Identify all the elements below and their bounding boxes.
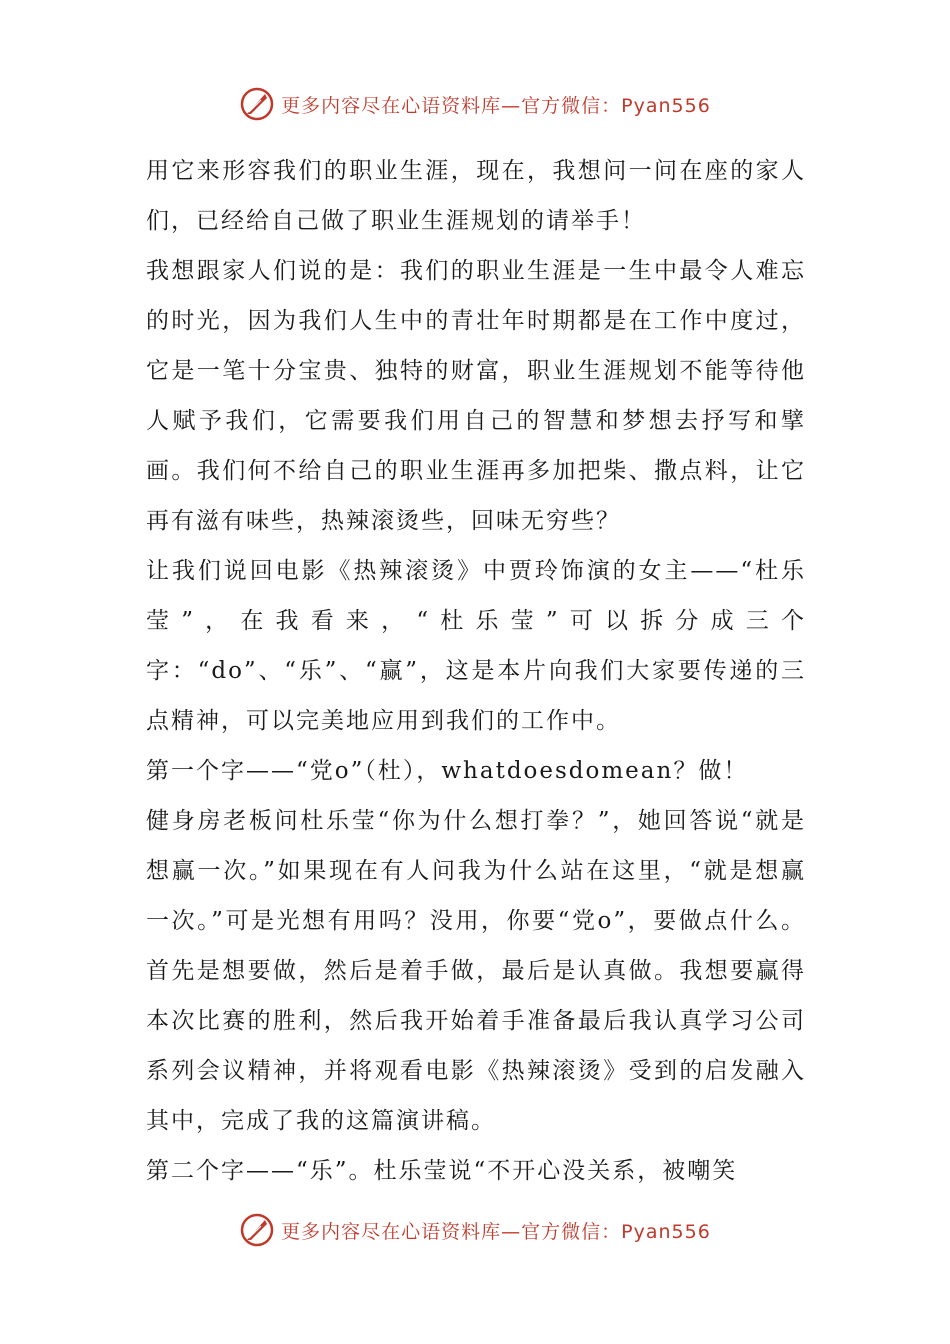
paragraph-1: 用它来形容我们的职业生涯，现在，我想问一问在座的家人们，已经给自己做了职业生涯规划的请举手！ — [146, 158, 806, 234]
quill-pen-icon — [239, 86, 275, 122]
header-banner-text: 更多内容尽在心语资料库—官方微信：Pyan556 — [281, 94, 711, 117]
quill-pen-icon — [239, 1212, 275, 1248]
footer-banner — [0, 1210, 950, 1250]
header-banner — [0, 84, 950, 124]
footer-banner-text: 更多内容尽在心语资料库—官方微信：Pyan556 — [281, 1220, 711, 1243]
paragraph-3: 让我们说回电影《热辣滚烫》中贾玲饰演的女主——“杜乐莹”，在我看来，“杜乐莹”可以拆分成三个字：“do”、“乐”、“赢”，这是本片向我们大家要传递的三点精神，可以完美地应用到我们的工作中。 — [146, 558, 806, 734]
paragraph-6: 第二个字——“乐”。杜乐莹说“不开心没关系，被嘲笑 — [146, 1158, 738, 1184]
paragraph-4: 第一个字——“党o”（杜），whatdoesdomean？做！ — [146, 758, 749, 784]
document-body — [146, 146, 806, 1196]
paragraph-5: 健身房老板问杜乐莹“你为什么想打拳？”，她回答说“就是想赢一次。”如果现在有人问我为什么站在这里，“就是想赢一次。”可是光想有用吗？没用，你要“党o”，要做点什么。首先是想要做，然后是着手做，最后是认真做。我想要赢得本次比赛的胜利，然后我开始着手准备最后我认真学习公司系列会议精神，并将观看电影《热辣滚烫》受到的启发融入其中，完成了我的这篇演讲稿。 — [146, 808, 806, 1134]
paragraph-2: 我想跟家人们说的是：我们的职业生涯是一生中最令人难忘的时光，因为我们人生中的青壮年时期都是在工作中度过，它是一笔十分宝贵、独特的财富，职业生涯规划不能等待他人赋予我们，它需要我们用自己的智慧和梦想去抒写和擘画。我们何不给自己的职业生涯再多加把柴、撒点料，让它再有滋有味些，热辣滚烫些，回味无穷些？ — [146, 258, 806, 534]
